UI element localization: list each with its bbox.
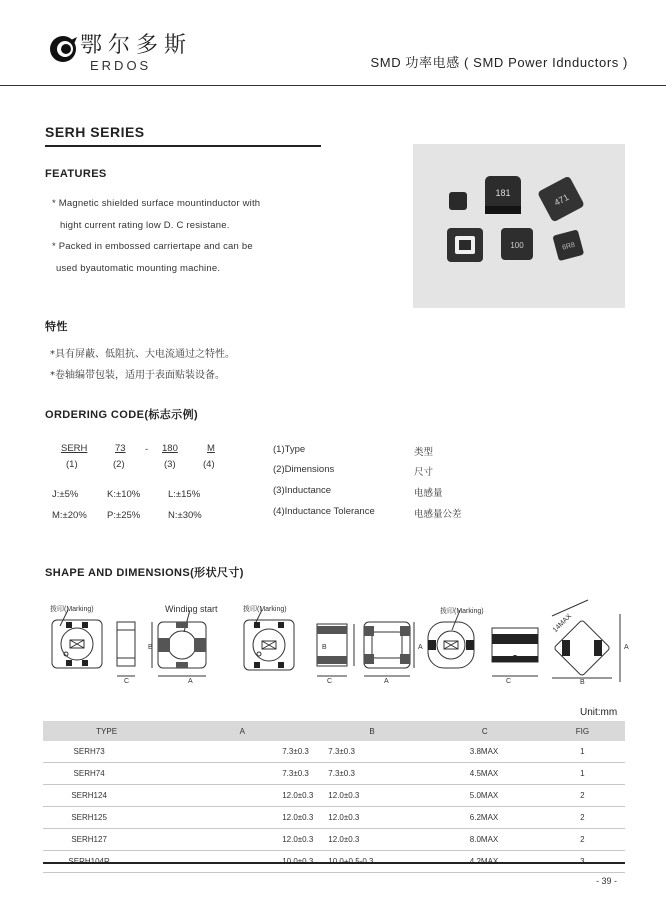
feature-line: hight current rating low D. C resistane. xyxy=(60,220,230,231)
header-fig: FIG xyxy=(540,721,625,741)
code-index: (4) xyxy=(203,459,215,470)
cn-feature-line: *卷轴编带包装，适用于表面贴装设备。 xyxy=(50,370,225,381)
cell-c: 8.0MAX xyxy=(430,829,540,851)
tolerance-option: L:±15% xyxy=(168,489,201,500)
cell-fig: 1 xyxy=(540,741,625,763)
cell-c: 6.2MAX xyxy=(430,807,540,829)
dim-label-c: C xyxy=(327,678,333,685)
legend-cn: 电感量公差 xyxy=(414,509,462,520)
cell-c: 5.0MAX xyxy=(430,785,540,807)
dim-label-a: A xyxy=(624,644,629,651)
cell-b: 12.0±0.3 xyxy=(314,829,429,851)
table-row xyxy=(43,763,625,785)
cell-a: 7.3±0.3 xyxy=(170,763,314,785)
dim-label-a: A xyxy=(384,678,389,685)
tolerance-option: J:±5% xyxy=(52,489,79,500)
dimensions-table xyxy=(43,721,625,873)
cell-b: 12.0±0.3 xyxy=(314,785,429,807)
code-tolerance: M xyxy=(207,443,215,454)
code-type: SERH xyxy=(61,443,88,454)
legend-en: (1)Type xyxy=(273,444,306,455)
header-b: B xyxy=(314,721,429,741)
logo-english-text: ERDOS xyxy=(90,58,152,73)
header-type: TYPE xyxy=(43,721,170,741)
features-heading: FEATURES xyxy=(45,168,107,180)
cell-type: SERH74 xyxy=(43,763,170,785)
code-index: (1) xyxy=(66,459,78,470)
tolerance-option: N:±30% xyxy=(168,510,202,521)
cell-c: 4.5MAX xyxy=(430,763,540,785)
tolerance-option: P:±25% xyxy=(107,510,141,521)
cell-b: 7.3±0.3 xyxy=(314,763,429,785)
code-dimensions: 73 xyxy=(115,443,126,454)
marking-label: 拨印(Marking) xyxy=(243,606,287,613)
dim-label-a: A xyxy=(418,644,423,651)
page-number: - 39 - xyxy=(596,876,618,886)
tolerance-option: M:±20% xyxy=(52,510,87,521)
cell-fig: 2 xyxy=(540,829,625,851)
dim-label-b: B xyxy=(580,679,585,686)
product-photo xyxy=(413,144,625,308)
legend-cn: 尺寸 xyxy=(414,467,434,478)
page-title: SMD 功率电感 ( SMD Power Idnductors ) xyxy=(370,55,628,70)
part-label: 471 xyxy=(552,191,571,208)
marking-label: 拨印(Marking) xyxy=(50,606,94,613)
header-divider xyxy=(0,85,666,86)
code-index: (2) xyxy=(113,459,125,470)
winding-start-label: Winding start xyxy=(165,604,218,614)
legend-en: (4)Inductance Tolerance xyxy=(273,506,375,517)
series-title: SERH SERIES xyxy=(45,124,145,140)
inductor-photo-illustration xyxy=(413,144,625,308)
legend-en: (2)Dimensions xyxy=(273,464,335,475)
cell-fig: 2 xyxy=(540,785,625,807)
tolerance-option: K:±10% xyxy=(107,489,141,500)
footer-divider xyxy=(43,862,625,864)
code-dash: - xyxy=(145,444,149,455)
part-label: 6R8 xyxy=(561,241,576,252)
cell-type: SERH124 xyxy=(43,785,170,807)
cell-fig: 2 xyxy=(540,807,625,829)
table-row xyxy=(43,829,625,851)
cell-type: SERH73 xyxy=(43,741,170,763)
table-row xyxy=(43,785,625,807)
cell-type: SERH125 xyxy=(43,807,170,829)
legend-cn: 电感量 xyxy=(414,488,443,499)
logo-chinese-text: 鄂尔多斯 xyxy=(80,33,193,58)
logo-icon xyxy=(48,34,78,64)
ordering-heading: ORDERING CODE(标志示例) xyxy=(45,409,199,421)
dim-label-b: B xyxy=(322,644,327,651)
series-underline xyxy=(45,145,321,147)
table-header-row xyxy=(43,721,625,741)
dim-label-b: B xyxy=(148,644,153,651)
cell-b: 7.3±0.3 xyxy=(314,741,429,763)
cell-a: 12.0±0.3 xyxy=(170,829,314,851)
cn-features-heading: 特性 xyxy=(45,321,68,333)
unit-label: Unit:mm xyxy=(580,707,618,718)
table-row xyxy=(43,741,625,763)
cell-a: 12.0±0.3 xyxy=(170,785,314,807)
feature-line: * Packed in embossed carriertape and can be xyxy=(52,241,253,252)
cell-a: 7.3±0.3 xyxy=(170,741,314,763)
marking-label: 拨印(Marking) xyxy=(440,608,484,615)
header-c: C xyxy=(430,721,540,741)
feature-line: used byautomatic mounting machine. xyxy=(56,263,221,274)
code-index: (3) xyxy=(164,459,176,470)
dim-label-c: C xyxy=(124,678,130,685)
cell-b: 12.0±0.3 xyxy=(314,807,429,829)
feature-line: * Magnetic shielded surface mountinductor with xyxy=(52,198,261,209)
legend-cn: 类型 xyxy=(414,447,434,458)
legend-en: (3)Inductance xyxy=(273,485,332,496)
dim-label-a: A xyxy=(188,678,193,685)
part-label: 100 xyxy=(510,241,524,250)
cell-c: 3.8MAX xyxy=(430,741,540,763)
shape-heading: SHAPE AND DIMENSIONS(形状尺寸) xyxy=(45,567,244,579)
cell-type: SERH127 xyxy=(43,829,170,851)
cn-feature-line: *具有屏蔽、低阻抗、大电流通过之特性。 xyxy=(50,349,235,360)
code-inductance: 180 xyxy=(162,443,178,454)
part-label: 181 xyxy=(495,188,511,198)
diagonal-dimension-label: 14MAX xyxy=(551,612,574,635)
dim-label-c: C xyxy=(506,678,512,685)
header-a: A xyxy=(170,721,314,741)
table-row xyxy=(43,807,625,829)
cell-fig: 1 xyxy=(540,763,625,785)
cell-a: 12.0±0.3 xyxy=(170,807,314,829)
